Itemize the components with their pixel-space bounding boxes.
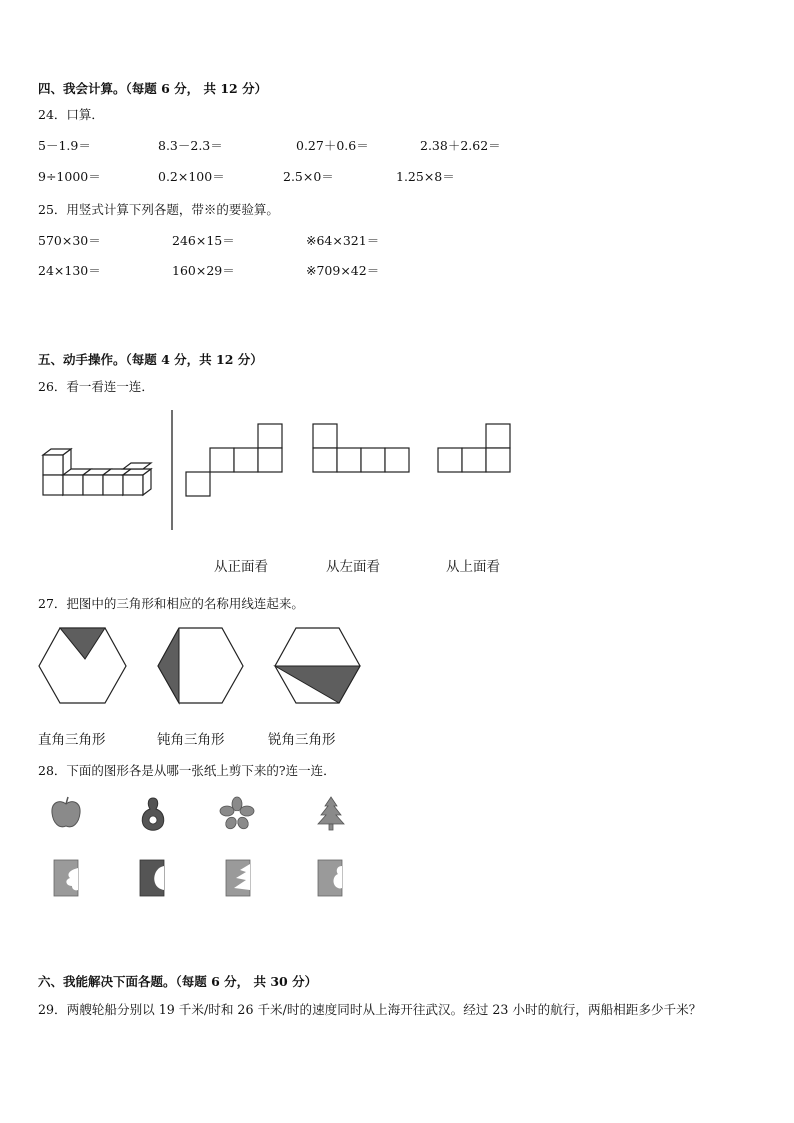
q25-label: 25．用竖式计算下列各题，带※的要验算。 [38, 202, 279, 217]
view-label-left: 从左面看 [326, 559, 380, 575]
q27-label: 27．把图中的三角形和相应的名称用线连起来。 [38, 596, 304, 611]
calc-item: 5－1.9＝ [38, 138, 91, 153]
hexagon-acute-figure [38, 627, 128, 705]
calc-item: 2.5×0＝ [283, 169, 334, 184]
calc-item: 0.2×100＝ [158, 169, 225, 184]
vertical-divider [170, 410, 174, 530]
calc-item: 246×15＝ [172, 233, 235, 248]
cube-solid-figure [38, 448, 158, 498]
paper-cut-gourd-icon [316, 858, 344, 898]
calc-item: 8.3－2.3＝ [158, 138, 223, 153]
section6-title: 六、我能解决下面各题。（每题 6 分， 共 30 分） [38, 974, 318, 989]
q24-label: 24．口算． [38, 107, 104, 122]
section5-title: 五、动手操作。（每题 4 分，共 12 分） [38, 352, 263, 367]
q28-label: 28．下面的图形各是从哪一张纸上剪下来的?连一连． [38, 763, 336, 778]
gourd-icon [138, 796, 168, 832]
apple-icon [50, 796, 82, 830]
calc-item: 160×29＝ [172, 263, 235, 278]
paper-cut-tree-icon [224, 858, 252, 898]
calc-item: ※709×42＝ [306, 263, 380, 278]
view-grid-a [184, 424, 284, 498]
view-label-top: 从上面看 [446, 559, 500, 575]
calc-item: 2.38＋2.62＝ [420, 138, 501, 153]
triangle-name-acute: 锐角三角形 [268, 732, 336, 748]
calc-item: 24×130＝ [38, 263, 101, 278]
paper-cut-flower-icon [52, 858, 80, 898]
triangle-name-right: 直角三角形 [38, 732, 106, 748]
hexagon-right-figure [157, 627, 245, 705]
calc-item: ※64×321＝ [306, 233, 380, 248]
calc-item: 9÷1000＝ [38, 169, 101, 184]
view-grid-c [436, 424, 516, 476]
calc-item: 570×30＝ [38, 233, 101, 248]
triangle-name-obtuse: 钝角三角形 [157, 732, 225, 748]
q29-label: 29．两艘轮船分别以 19 千米/时和 26 千米/时的速度同时从上海开往武汉。经过 23 小时的航行，两船相距多少千米？ [38, 1002, 702, 1017]
view-label-front: 从正面看 [214, 559, 268, 575]
calc-item: 1.25×8＝ [396, 169, 455, 184]
q26-label: 26．看一看连一连． [38, 379, 154, 394]
tree-icon [316, 796, 346, 832]
hexagon-obtuse-figure [274, 627, 362, 705]
calc-item: 0.27＋0.6＝ [296, 138, 369, 153]
paper-cut-crescent-icon [138, 858, 166, 898]
section4-title: 四、我会计算。（每题 6 分， 共 12 分） [38, 81, 268, 96]
flower-icon [220, 796, 254, 830]
view-grid-b [312, 424, 416, 476]
